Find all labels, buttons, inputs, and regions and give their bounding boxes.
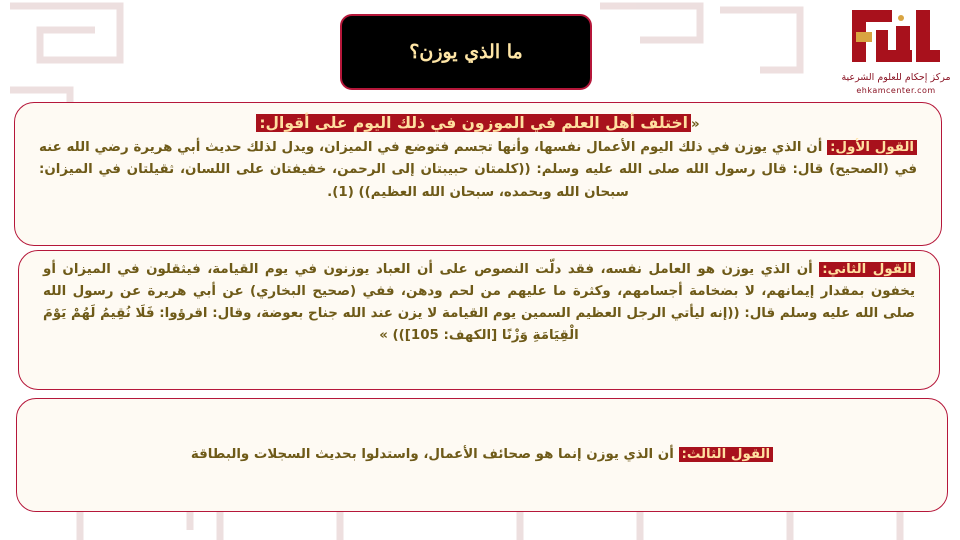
first-opinion-text: أن الذي يوزن في ذلك اليوم الأعمال نفسها، وأنها تجسم فتوضع في الميزان، ويدل لذلك حديث أبي هريرة رضي الله عنه في (الصحيح) قال: قال رسول الله صلى الله عليه وسلم: ((كلمتان حبيبتان إلى الرحمن، خفيفتان على اللسان، ثقيلتان في الميزان: سبحان الله وبحمده، سبحان الله العظيم)) (1). — [39, 139, 917, 200]
third-opinion-paragraph — [167, 444, 797, 467]
first-opinion-card — [14, 102, 942, 246]
second-opinion-card — [18, 250, 940, 390]
third-opinion-card — [16, 398, 948, 512]
slide-title: ما الذي يوزن؟ — [409, 41, 523, 63]
third-opinion-label: القول الثالث: — [679, 447, 774, 462]
second-opinion-paragraph — [19, 251, 939, 347]
logo-url: ehkamcenter.com — [856, 86, 936, 95]
opening-quote: « — [690, 117, 700, 132]
ehkam-logo-mark — [850, 6, 942, 68]
slide-title-box — [340, 14, 592, 90]
second-opinion-text: أن الذي يوزن هو العامل نفسه، فقد دلّت النصوص على أن العباد يوزنون في يوم القيامة، فيثقلون في الميزان أو يخفون بمقدار إيمانهم، لا بضخامة أجسامهم، وكثرة ما عليهم من لحم ودهن، ففي (صحيح البخاري) عن أبي هريرة عن رسول الله صلى الله عليه وسلم قال: ((إنه ليأتي الرجل العظيم السمين يوم القيامة لا يزن عند الله جناح بعوضة، وقال: اقرؤوا: فَلَا نُقِيمُ لَهُمْ يَوْمَ الْقِيَامَةِ وَزْنًا [الكهف: 105])) » — [43, 262, 915, 343]
ehkam-logo — [838, 6, 954, 106]
logo-caption: مركز إحكام للعلوم الشرعية — [841, 72, 951, 83]
first-opinion-paragraph — [15, 103, 941, 204]
second-opinion-label: القول الثاني: — [819, 262, 915, 277]
third-opinion-text: أن الذي يوزن إنما هو صحائف الأعمال، واستدلوا بحديث السجلات والبطاقة — [190, 446, 679, 462]
first-opinion-label: القول الأول: — [827, 140, 917, 155]
intro-heading: اختلف أهل العلم في الموزون في ذلك اليوم على أقوال: — [256, 114, 691, 132]
